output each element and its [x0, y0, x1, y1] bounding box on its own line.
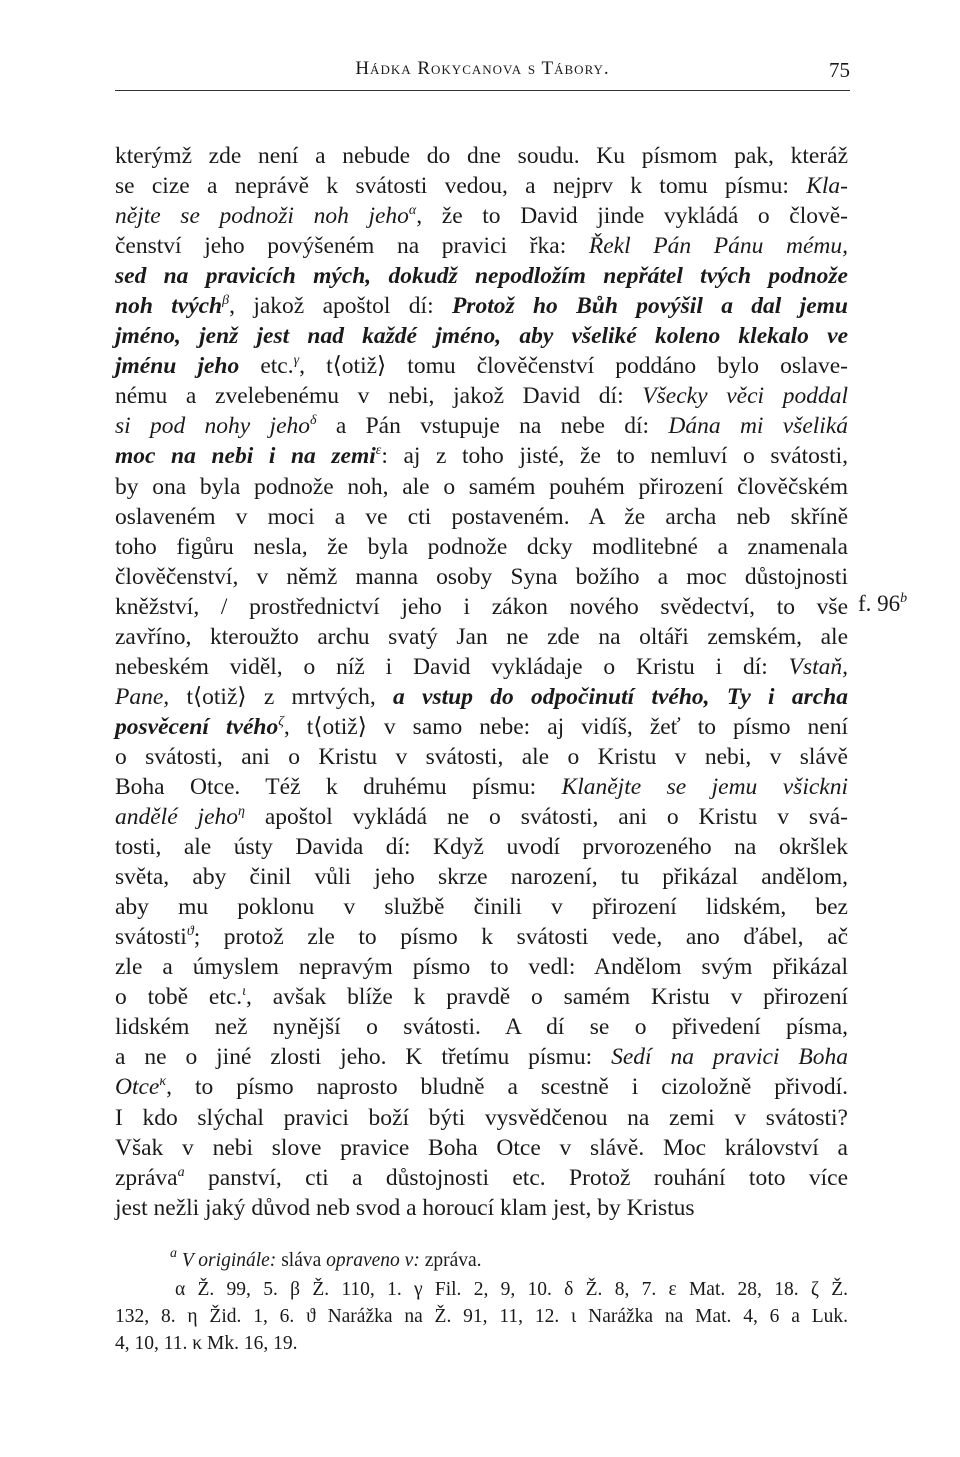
text-line	[115, 862, 848, 892]
running-head	[115, 58, 850, 88]
footnote-ref: κ	[159, 1074, 167, 1090]
text-span: zle a úmyslem nepravým písmo to vedl: Andělom svým přikázal	[115, 954, 848, 981]
text-span: světa, aby činil vůli jeho skrze narození, tu přikázal andělom,	[115, 864, 848, 891]
footnote-label: V originále:	[181, 1250, 277, 1271]
page-number: 75	[829, 58, 850, 82]
footnote-text: zpráva.	[419, 1250, 482, 1271]
text-span: a ne o jiné zlosti jeho. K třetímu písmu:	[115, 1044, 612, 1071]
text-line	[115, 652, 848, 682]
footnote-ref: β	[222, 293, 230, 309]
footnote-line: 4, 10, 11. κ Mk. 16, 19.	[115, 1333, 298, 1354]
text-span: lidském než nynější o svátosti. A dí se o přivedení písma,	[115, 1014, 848, 1041]
text-line	[115, 502, 848, 532]
text-line	[115, 201, 848, 231]
text-span: nému a zvelebenému v nebi, jakož David dí:	[115, 383, 643, 410]
folio-ref: f. 96	[858, 591, 901, 616]
text-line	[115, 892, 848, 922]
text-line	[115, 1012, 848, 1042]
body-text	[115, 141, 848, 1223]
text-span: , že to David jinde vykládá o člově-	[416, 203, 848, 230]
italic-span: Otce	[115, 1074, 160, 1101]
text-line	[115, 441, 848, 471]
text-span: I kdo slýchal pravici boží býti vysvědčenou na zemi v svátosti?	[115, 1104, 848, 1131]
text-line	[115, 171, 848, 201]
text-span: o svátosti, ani o Kristu v svátosti, ale o Kristu v nebi, v slávě	[115, 743, 848, 770]
italic-span: Vstaň,	[788, 653, 848, 680]
emphasis-span: sed na pravicích mých, dokudž nepodložím nepřátel tvých podnože	[115, 263, 848, 290]
text-span: Však v nebi slove pravice Boha Otce v slávě. Moc království a	[115, 1134, 848, 1161]
text-span: , to písmo naprosto bludně a scestně i cizoložně přivodí.	[166, 1074, 848, 1101]
text-line	[115, 231, 848, 261]
text-span: , avšak blíže k pravdě o samém Kristu v přirození	[246, 984, 848, 1011]
text-span: aby mu poklonu v službě činili v přirození lidském, bez	[115, 894, 848, 921]
italic-span: si pod nohy jeho	[115, 413, 311, 440]
text-line	[115, 622, 848, 652]
text-line	[115, 141, 848, 171]
text-line	[115, 1072, 848, 1102]
text-line	[115, 472, 848, 502]
italic-span: Všecky věci poddal	[642, 383, 848, 410]
footnote-ref: ζ	[278, 713, 284, 729]
text-span: nebeském viděl, o níž i David vykládaje o Kristu i dí:	[115, 653, 789, 680]
text-span: a Pán vstupuje na nebe dí:	[316, 413, 669, 440]
footnotes	[115, 1246, 848, 1357]
footnote-text: sláva	[276, 1250, 327, 1271]
italic-span: Pane,	[115, 683, 170, 710]
text-line	[115, 772, 848, 802]
footnote-ref: α	[408, 203, 417, 219]
italic-span: Kla-	[806, 173, 848, 200]
footnote-ref: ε	[375, 443, 382, 459]
italic-span: nějte se podnoži noh jeho	[115, 203, 409, 230]
footnote-marker: a	[170, 1246, 177, 1261]
text-span: ; protož zle to písmo k svátosti vede, ano ďábel, ač	[193, 924, 848, 951]
text-span: kterýmž zde není a nebude do dne soudu. Ku písmom pak, kteráž	[115, 143, 848, 169]
text-line	[115, 381, 848, 411]
text-span: svátosti	[115, 924, 187, 951]
footnote-line: α Ž. 99, 5. β Ž. 110, 1. γ Fil. 2, 9, 10. δ Ž. 8, 7. ε Mat. 28, 18. ζ Ž.	[175, 1279, 848, 1300]
footnote-ref: η	[238, 804, 245, 820]
text-span: , t⟨otiž⟩ tomu člověčenství poddáno bylo oslave-	[299, 353, 848, 380]
text-line	[115, 291, 848, 321]
footnote-ref: a	[177, 1164, 185, 1180]
italic-span: andělé jeho	[115, 804, 239, 831]
text-span: kněžství, / prostřednictví jeho i zákon nového svědectví, to vše	[115, 593, 848, 620]
text-line	[115, 261, 848, 291]
text-line	[115, 351, 848, 381]
emphasis-span: posvěcení tvého	[115, 713, 279, 740]
text-line	[115, 1193, 848, 1223]
text-line	[115, 1042, 848, 1072]
text-span: , t⟨otiž⟩ v samo nebe: aj vidíš, žeť to písmo není	[283, 713, 848, 740]
text-span: Boha Otce. Též k druhému písmu:	[115, 773, 562, 800]
text-span: tosti, ale ústy Davida dí: Když uvodí prvorozeného na okršlek	[115, 834, 848, 861]
folio-margin-note	[858, 591, 907, 617]
footnote-ref: δ	[310, 413, 317, 429]
text-span: panství, cti a důstojnosti etc. Protož rouhání toto více	[184, 1164, 848, 1191]
text-line	[115, 742, 848, 772]
emphasis-span: Protož ho Bůh povýšil a dal jemu	[451, 293, 848, 320]
text-line	[115, 532, 848, 562]
text-line	[115, 1103, 848, 1133]
footnote-label: opraveno v:	[326, 1250, 420, 1271]
text-span: , jakož apoštol dí:	[229, 293, 452, 320]
text-line	[115, 712, 848, 742]
text-span: etc.	[239, 353, 294, 380]
text-line	[115, 1133, 848, 1163]
text-span: t⟨otiž⟩ z mrtvých,	[169, 683, 394, 710]
text-line	[115, 982, 848, 1012]
emphasis-span: jménu jeho	[115, 353, 240, 380]
text-line	[115, 411, 848, 441]
text-span: jest nežli jaký důvod neb svod a horoucí klam jest, by Kristus	[115, 1194, 695, 1221]
footnote-ref: γ	[293, 353, 300, 369]
text-span: zavříno, kteroužto archu svatý Jan ne zde na oltáři zemském, ale	[115, 623, 848, 650]
text-span: by ona byla podnože noh, ale o samém pouhém přirození člověčském	[115, 473, 848, 500]
text-line	[115, 682, 848, 712]
text-span: zpráva	[115, 1164, 178, 1191]
folio-side: b	[900, 591, 908, 606]
text-line	[115, 802, 848, 832]
emphasis-span: jméno, jenž jest nad každé jméno, aby všeliké koleno klekalo ve	[115, 323, 848, 350]
text-line	[115, 592, 848, 622]
running-title: Hádka Rokycanova s Tábory.	[355, 58, 610, 79]
footnote-a	[115, 1246, 848, 1276]
italic-span: Klanějte se jemu všickni	[561, 773, 848, 800]
text-line	[115, 832, 848, 862]
footnote-ref: ϑ	[186, 924, 194, 940]
text-span: oslaveném v moci a ve cti postaveném. A že archa neb skříně	[115, 503, 848, 530]
text-span: : aj z toho jisté, že to nemluví o svátosti,	[381, 443, 849, 470]
text-line	[115, 952, 848, 982]
text-span: se cize a neprávě k svátosti vedou, a nejprv k tomu písmu:	[115, 173, 807, 200]
emphasis-span: moc na nebi i na zemi	[115, 443, 376, 470]
footnote-line: 132, 8. η Žid. 1, 6. ϑ Narážka na Ž. 91, 11, 12. ι Narážka na Mat. 4, 6 a Luk.	[115, 1306, 848, 1327]
header-rule	[115, 90, 850, 91]
text-span: apoštol vykládá ne o svátosti, ani o Kristu v svá-	[244, 804, 849, 831]
text-span: člověčenství, v němž manna osoby Syna božího a moc důstojnosti	[115, 563, 848, 590]
italic-span: Řekl Pán Pánu mému,	[588, 233, 848, 260]
text-span: o tobě etc.	[115, 984, 243, 1011]
emphasis-span: noh tvých	[115, 293, 223, 320]
text-span: toho figůru nesla, že byla podnože dcky modlitebné a znamenala	[115, 533, 848, 560]
text-line	[115, 321, 848, 351]
text-line	[115, 922, 848, 952]
footnote-ref: ι	[242, 984, 247, 1000]
text-line	[115, 562, 848, 592]
italic-span: Sedí na pravici Boha	[611, 1044, 848, 1071]
text-span: čenství jeho povýšeném na pravici řka:	[115, 233, 589, 260]
text-line	[115, 1163, 848, 1193]
emphasis-span: a vstup do odpočinutí tvého, Ty i archa	[393, 683, 848, 710]
italic-span: Dána mi všeliká	[668, 413, 848, 440]
